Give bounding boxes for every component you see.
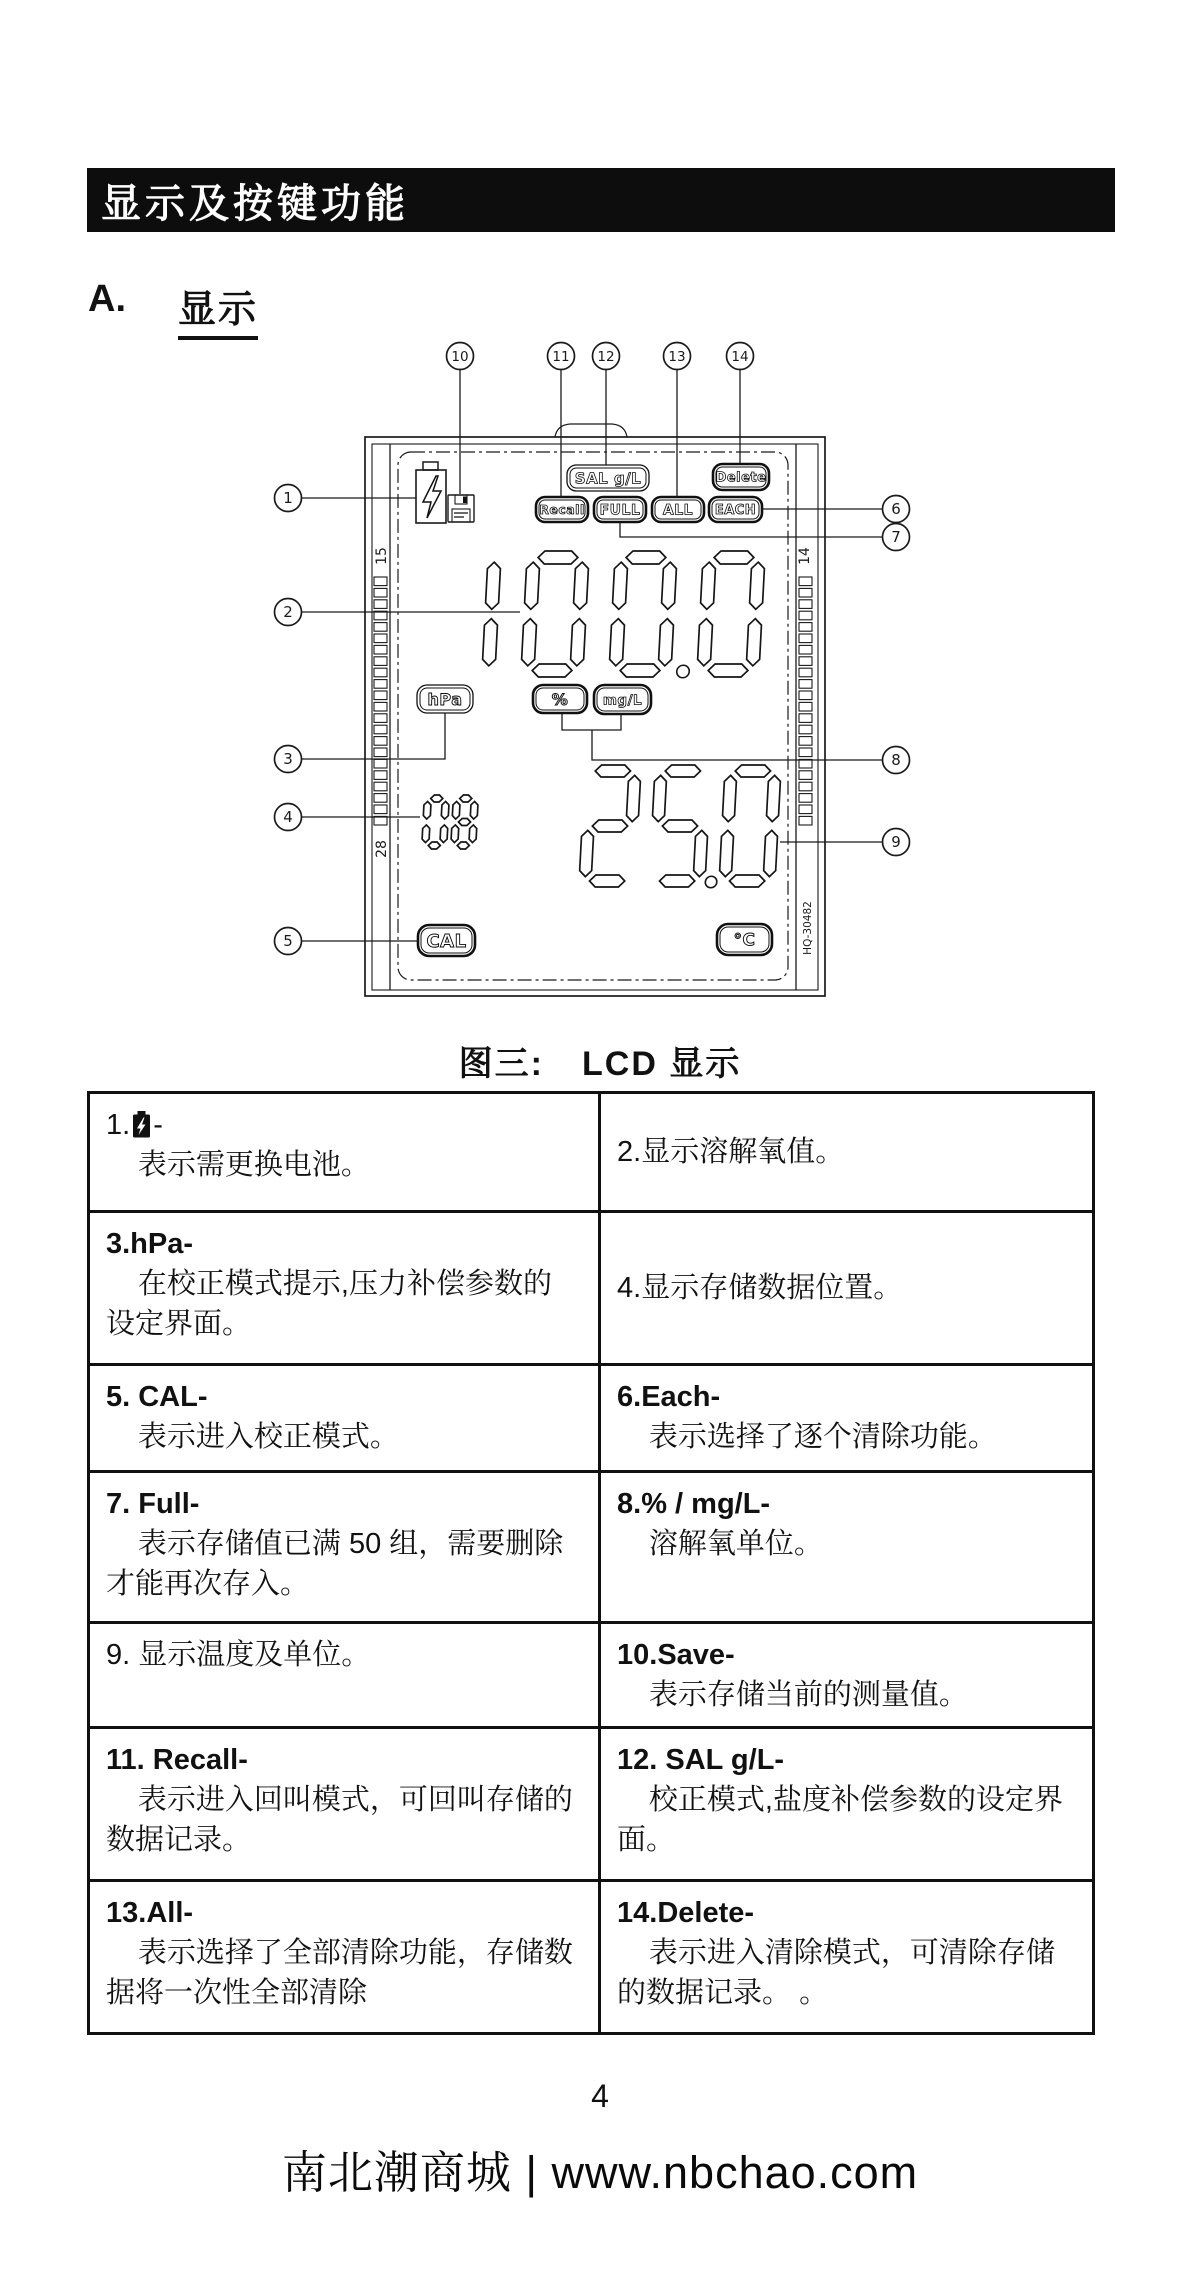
callout-2 xyxy=(275,599,302,626)
svg-text:CAL: CAL xyxy=(426,930,467,952)
item-description: 表示存储值已满 50 组，需要删除才能再次存入。 xyxy=(106,1528,564,1601)
lcd-badge-hpa xyxy=(417,685,473,713)
svg-text:8: 8 xyxy=(891,751,901,769)
figure-caption-prefix: 图三: xyxy=(458,1045,544,1083)
svg-text:%: % xyxy=(551,689,569,709)
svg-text:Recall: Recall xyxy=(539,502,585,517)
item-title: 5. CAL- xyxy=(106,1381,208,1413)
subsection-heading xyxy=(88,278,258,340)
table-cell xyxy=(90,1094,601,1210)
svg-text:5: 5 xyxy=(283,932,293,950)
table-row xyxy=(90,1729,1092,1882)
lcd-badge-recall xyxy=(536,497,588,522)
frame-label-right-top: 14 xyxy=(797,547,813,565)
lcd-badge-full xyxy=(594,497,646,522)
callout-9 xyxy=(883,829,910,856)
callout-1 xyxy=(275,485,302,512)
table-cell xyxy=(90,1882,601,2032)
table-row xyxy=(90,1624,1092,1729)
table-row xyxy=(90,1366,1092,1473)
svg-text:FULL: FULL xyxy=(599,502,641,519)
callout-13 xyxy=(664,343,691,370)
svg-text:11: 11 xyxy=(552,349,570,365)
svg-text:mg/L: mg/L xyxy=(602,692,643,709)
table-cell xyxy=(601,1094,1092,1210)
frame-label-left-top: 15 xyxy=(374,547,390,565)
svg-text:SAL g/L: SAL g/L xyxy=(574,469,642,488)
svg-text:7: 7 xyxy=(891,528,901,546)
item-title: 10.Save- xyxy=(617,1639,735,1671)
lcd-badge-percent xyxy=(533,685,587,713)
description-table xyxy=(87,1091,1095,2035)
frame-label-part-number: HQ-30482 xyxy=(802,901,814,955)
item-title: 12. SAL g/L- xyxy=(617,1744,785,1777)
battery-icon xyxy=(132,1111,151,1138)
item-title: 7. Full- xyxy=(106,1488,200,1520)
lcd-diagram-svg xyxy=(260,330,940,1030)
callout-5 xyxy=(275,928,302,955)
lcd-badge-all xyxy=(652,497,704,522)
table-cell xyxy=(601,1882,1092,2032)
lcd-badge-sal xyxy=(567,465,649,491)
svg-text:3: 3 xyxy=(283,750,293,768)
lcd-diagram xyxy=(260,330,940,1030)
item-description: 表示选择了全部清除功能，存储数据将一次性全部清除 xyxy=(106,1937,573,2010)
section-header-bar xyxy=(87,168,1115,232)
table-row xyxy=(90,1213,1092,1366)
item-title: 1. - xyxy=(106,1109,163,1141)
svg-text:1: 1 xyxy=(283,489,293,507)
svg-text:Delete: Delete xyxy=(715,470,767,486)
item-title: 2.显示溶解氧值。 xyxy=(617,1135,845,1168)
callout-8 xyxy=(883,747,910,774)
item-title: 9. 显示温度及单位。 xyxy=(106,1639,371,1671)
lcd-badge-cal xyxy=(418,925,475,956)
table-cell xyxy=(90,1366,601,1470)
table-row xyxy=(90,1094,1092,1213)
item-description: 溶解氧单位。 xyxy=(648,1528,823,1561)
table-cell xyxy=(601,1366,1092,1470)
svg-text:EACH: EACH xyxy=(714,503,757,519)
table-cell xyxy=(90,1729,601,1879)
svg-text:ALL: ALL xyxy=(662,502,694,519)
temperature-display xyxy=(579,765,781,888)
callout-7 xyxy=(883,524,910,551)
callout-12 xyxy=(593,343,620,370)
item-description: 表示选择了逐个清除功能。 xyxy=(648,1421,997,1454)
item-title: 6.Each- xyxy=(617,1381,721,1413)
item-description: 表示存储当前的测量值。 xyxy=(648,1679,968,1712)
svg-text:6: 6 xyxy=(891,500,901,518)
table-row xyxy=(90,1882,1092,2032)
low-battery-icon xyxy=(416,462,446,523)
callout-3 xyxy=(275,746,302,773)
section-header-text: 显示及按键功能 xyxy=(101,181,409,226)
lcd-badge-each xyxy=(709,497,762,522)
subsection-letter: A. xyxy=(88,278,126,320)
table-cell xyxy=(601,1729,1092,1879)
svg-text:13: 13 xyxy=(668,349,686,365)
table-row xyxy=(90,1473,1092,1624)
table-cell xyxy=(90,1213,601,1363)
item-description: 表示需更换电池。 xyxy=(137,1149,370,1182)
svg-text:12: 12 xyxy=(597,349,615,365)
figure-caption-text: LCD 显示 xyxy=(582,1045,742,1083)
svg-text:10: 10 xyxy=(451,349,469,365)
save-icon xyxy=(448,495,474,522)
main-reading-display xyxy=(482,551,766,678)
lcd-badge-mgl xyxy=(594,685,651,714)
callout-11 xyxy=(548,343,575,370)
figure-caption xyxy=(0,1036,1200,1085)
svg-text:°C: °C xyxy=(733,930,756,951)
callout-10 xyxy=(447,343,474,370)
item-description: 表示进入清除模式，可清除存储的数据记录。 。 xyxy=(617,1937,1055,2010)
svg-text:9: 9 xyxy=(891,833,901,851)
item-title: 3.hPa- xyxy=(106,1228,194,1260)
table-cell xyxy=(601,1213,1092,1363)
table-cell xyxy=(601,1624,1092,1726)
callout-4 xyxy=(275,804,302,831)
page-number: 4 xyxy=(591,2078,609,2114)
item-description: 在校正模式提示,压力补偿参数的设定界面。 xyxy=(106,1268,552,1341)
item-description: 表示进入回叫模式，可回叫存储的数据记录。 xyxy=(106,1784,573,1857)
table-cell xyxy=(90,1624,601,1726)
callout-14 xyxy=(727,343,754,370)
storage-location-display xyxy=(422,795,479,849)
item-description: 校正模式,盐度补偿参数的设定界面。 xyxy=(617,1784,1063,1857)
item-title: 13.All- xyxy=(106,1897,194,1930)
lcd-badge-delete xyxy=(713,464,769,490)
subsection-title: 显示 xyxy=(178,278,258,340)
svg-text:14: 14 xyxy=(731,349,749,365)
item-title: 11. Recall- xyxy=(106,1744,248,1777)
callout-6 xyxy=(883,496,910,523)
item-title: 4.显示存储数据位置。 xyxy=(617,1271,903,1304)
table-cell xyxy=(601,1473,1092,1621)
item-title: 8.% / mg/L- xyxy=(617,1488,771,1520)
svg-text:2: 2 xyxy=(283,603,293,621)
frame-label-left-bottom: 28 xyxy=(374,840,390,858)
svg-text:hPa: hPa xyxy=(427,689,463,709)
table-cell xyxy=(90,1473,601,1621)
lcd-badge-celsius xyxy=(717,924,772,955)
svg-text:4: 4 xyxy=(283,808,293,826)
footer-text: 南北潮商城 | www.nbchao.com xyxy=(281,2147,919,2198)
item-title: 14.Delete- xyxy=(617,1897,755,1930)
item-description: 表示进入校正模式。 xyxy=(137,1421,399,1454)
